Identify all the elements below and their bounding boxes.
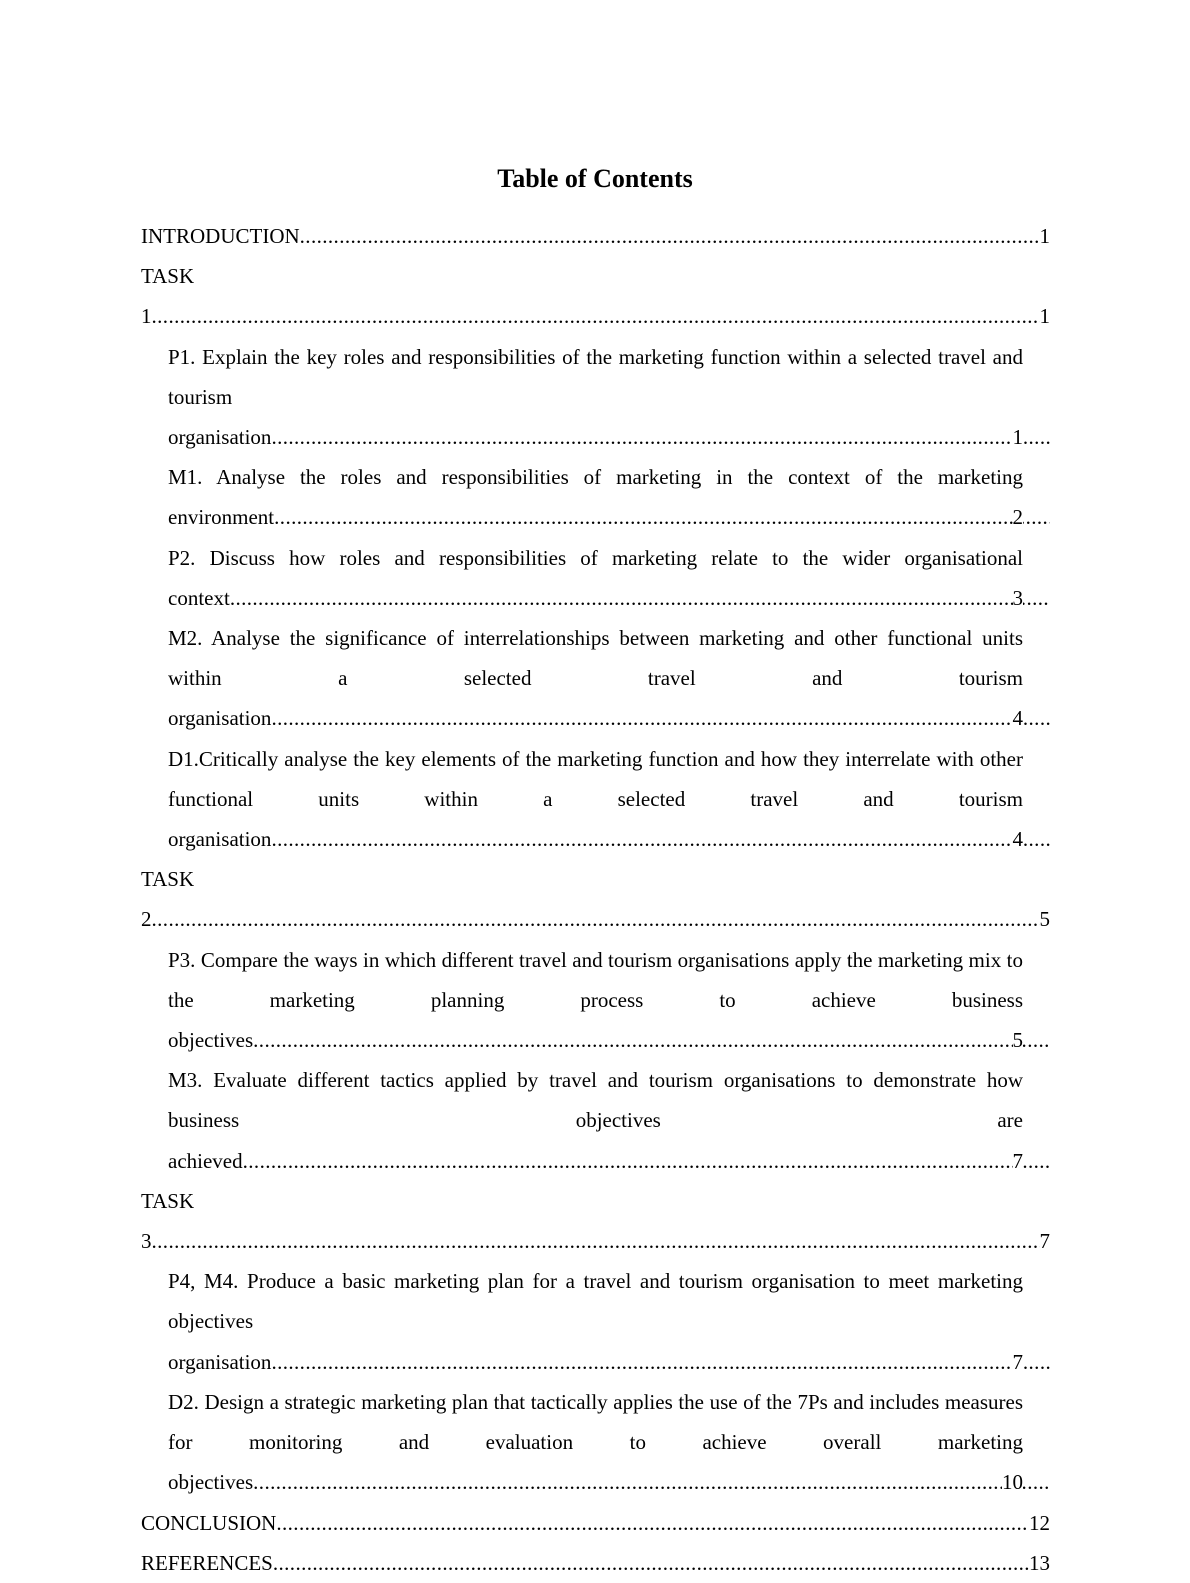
dot-leader: [152, 907, 1051, 931]
toc-entry-task-1[interactable]: [141, 256, 1050, 336]
toc-entry-d1[interactable]: [141, 739, 1050, 860]
dot-leader: [274, 505, 1050, 529]
table-of-contents: [141, 216, 1050, 1583]
toc-entry-task-3[interactable]: [141, 1181, 1050, 1261]
toc-entry-page: 7: [1013, 1342, 1024, 1382]
toc-entry-page: 1: [1013, 417, 1024, 457]
dot-leader: [152, 304, 1051, 328]
toc-entry-page: 13: [1029, 1543, 1050, 1583]
toc-entry-text: D2. Design a strategic marketing plan that tactically applies the use of the 7Ps and includes measures for monitoring and evaluation to achieve overall marketing objectives: [168, 1389, 1023, 1495]
toc-entry-page: 1: [1040, 296, 1051, 336]
toc-entry-page: 4: [1013, 698, 1024, 738]
toc-entry-text: P4, M4. Produce a basic marketing plan for a travel and tourism organisation to meet marketing objectives organisation: [168, 1269, 1023, 1374]
dot-leader: [271, 425, 1050, 449]
dot-leader: [276, 1511, 1050, 1535]
dot-leader: [271, 827, 1050, 851]
toc-entry-d2[interactable]: [141, 1382, 1050, 1503]
toc-entry-page: 3: [1013, 578, 1024, 618]
toc-entry-text: TASK 2: [141, 867, 195, 932]
toc-entry-text: P2. Discuss how roles and responsibilities of marketing relate to the wider organisational context: [168, 545, 1023, 610]
toc-entry-references[interactable]: [141, 1543, 1050, 1583]
toc-entry-page: 4: [1013, 819, 1024, 859]
toc-entry-task-2[interactable]: [141, 859, 1050, 939]
dot-leader: [230, 586, 1050, 610]
toc-entry-text: CONCLUSION: [141, 1510, 277, 1535]
dot-leader: [300, 224, 1050, 248]
dot-leader: [253, 1470, 1050, 1494]
toc-entry-page: 7: [1040, 1221, 1051, 1261]
toc-entry-p3[interactable]: [141, 940, 1050, 1061]
toc-entry-text: INTRODUCTION: [141, 224, 300, 248]
toc-entry-page: 5: [1013, 1020, 1024, 1060]
toc-title: Table of Contents: [497, 164, 693, 193]
toc-entry-conclusion[interactable]: [141, 1503, 1050, 1543]
toc-entry-text: P1. Explain the key roles and responsibilities of the marketing function within a selected travel and tourism organisation: [168, 344, 1023, 450]
toc-entry-text: REFERENCES: [141, 1550, 273, 1575]
toc-entry-page: 2: [1013, 497, 1024, 537]
dot-leader: [152, 1229, 1051, 1253]
toc-entry-page: 7: [1013, 1141, 1024, 1181]
toc-entry-text: M3. Evaluate different tactics applied by travel and tourism organisations to demonstrate how business objectives are achieved: [168, 1068, 1023, 1173]
toc-entry-page: 12: [1029, 1503, 1050, 1543]
toc-entry-introduction[interactable]: [141, 216, 1050, 256]
toc-entry-page: 5: [1040, 899, 1051, 939]
toc-entry-text: TASK 3: [141, 1188, 195, 1254]
toc-entry-p1[interactable]: [141, 337, 1050, 458]
dot-leader: [271, 706, 1050, 730]
dot-leader: [273, 1551, 1050, 1575]
toc-entry-text: M1. Analyse the roles and responsibilities of marketing in the context of the marketing environment: [168, 465, 1023, 530]
toc-entry-p2[interactable]: [141, 538, 1050, 618]
toc-entry-m2[interactable]: [141, 618, 1050, 739]
toc-entry-p4-m4[interactable]: [141, 1261, 1050, 1382]
dot-leader: [253, 1028, 1050, 1052]
toc-entry-m1[interactable]: [141, 457, 1050, 537]
toc-entry-m3[interactable]: [141, 1060, 1050, 1181]
toc-entry-text: P3. Compare the ways in which different travel and tourism organisations apply the marketing mix to the marketing planning process to achieve business objectives: [168, 947, 1023, 1053]
dot-leader: [243, 1149, 1050, 1173]
toc-entry-page: 1: [1040, 216, 1051, 256]
toc-entry-text: D1.Critically analyse the key elements of the marketing function and how they interrelate with other functional units within a selected travel and tourism organisation: [168, 746, 1023, 852]
toc-entry-text: M2. Analyse the significance of interrelationships between marketing and other functional units within a selected travel and tourism organisation: [168, 626, 1023, 731]
dot-leader: [271, 1350, 1050, 1374]
toc-entry-page: 10: [1002, 1462, 1023, 1502]
toc-entry-text: TASK 1: [141, 264, 195, 329]
